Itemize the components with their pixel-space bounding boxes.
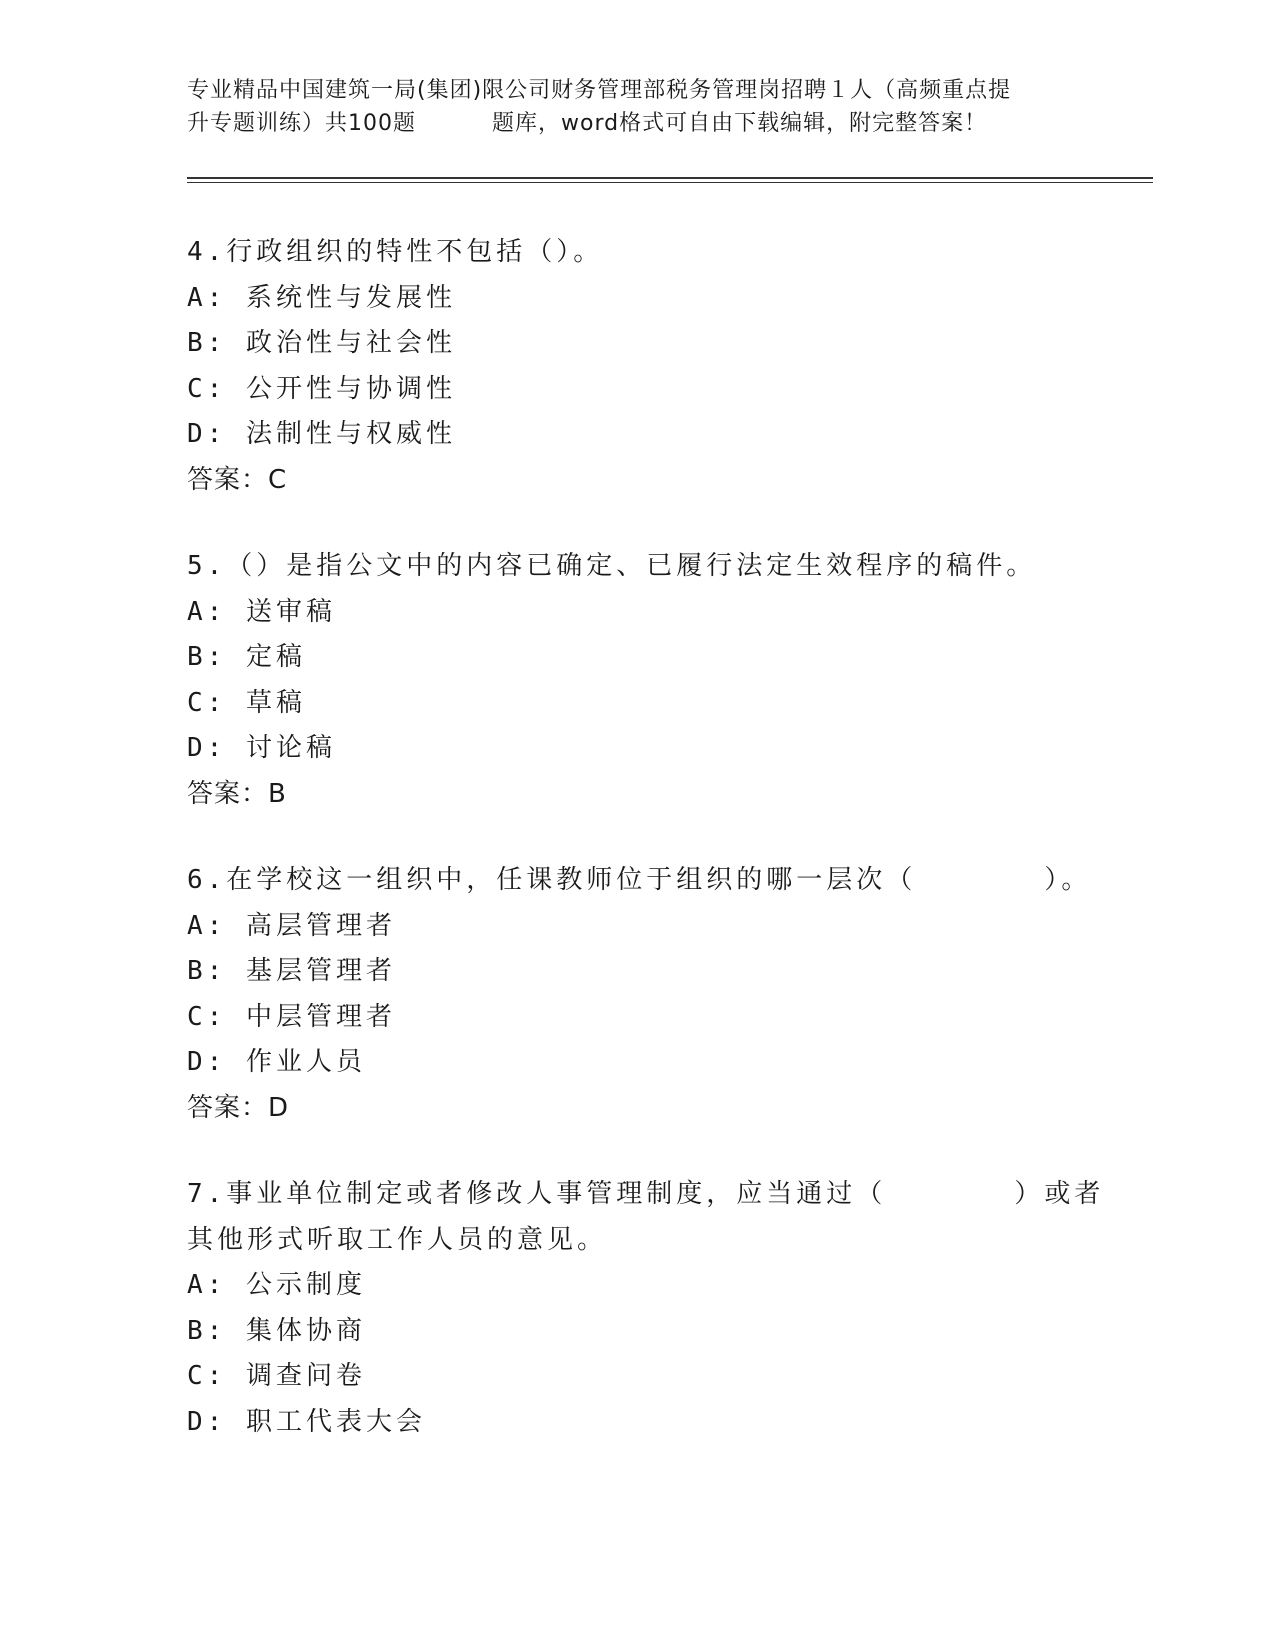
header-line-2 xyxy=(187,107,1087,140)
question-stem: 4.行政组织的特性不包括（）。 xyxy=(187,237,604,267)
question-stem: 5.（）是指公文中的内容已确定、已履行法定生效程序的稿件。 xyxy=(187,551,1037,581)
option-c: C: 调查问卷 xyxy=(187,1361,366,1391)
option-b: B: 政治性与社会性 xyxy=(187,328,456,358)
option-b: B: 基层管理者 xyxy=(187,956,396,986)
question-stem-line-2: 其他形式听取工作人员的意见。 xyxy=(187,1224,608,1255)
option-c: C: 草稿 xyxy=(187,687,306,718)
option-d: D: 法制性与权威性 xyxy=(187,419,456,449)
question-stem xyxy=(187,858,1092,904)
question-7 xyxy=(187,1172,1105,1445)
option-d: D: 讨论稿 xyxy=(187,733,336,763)
question-stem xyxy=(187,1172,1105,1218)
stem-suffix: ）。 xyxy=(1044,865,1092,895)
option-c: C: 公开性与协调性 xyxy=(187,373,456,404)
answer: 答案：D xyxy=(187,1092,290,1123)
stem-text: 7.事业单位制定或者修改人事管理制度，应当通过（ xyxy=(187,1179,887,1209)
option-b: B: 定稿 xyxy=(187,642,306,672)
option-a: A: 送审稿 xyxy=(187,596,336,627)
question-5 xyxy=(187,544,1087,817)
header-line-1: 专业精品中国建筑一局(集团)限公司财务管理部税务管理岗招聘１人（高频重点提 xyxy=(187,78,1012,103)
option-d: D: 职工代表大会 xyxy=(187,1406,426,1437)
option-a: A: 系统性与发展性 xyxy=(187,282,456,313)
option-d: D: 作业人员 xyxy=(187,1047,366,1077)
header-divider xyxy=(187,177,1153,179)
answer: 答案：B xyxy=(187,778,287,809)
answer: 答案：C xyxy=(187,464,288,495)
option-b: B: 集体协商 xyxy=(187,1315,366,1346)
header-line-2-left: 升专题训练）共100题 xyxy=(187,111,416,136)
header-line-2-right: 题库，word格式可自由下载编辑，附完整答案！ xyxy=(492,111,988,136)
option-a: A: 公示制度 xyxy=(187,1270,366,1300)
header-divider-thin xyxy=(187,182,1153,183)
page-header xyxy=(187,74,1087,140)
option-a: A: 高层管理者 xyxy=(187,910,396,941)
option-c: C: 中层管理者 xyxy=(187,1001,396,1032)
stem-text: 6.在学校这一组织中，任课教师位于组织的哪一层次（ xyxy=(187,865,917,895)
stem-suffix: ）或者 xyxy=(1014,1179,1105,1209)
question-4 xyxy=(187,230,1087,503)
question-6 xyxy=(187,858,1092,1131)
